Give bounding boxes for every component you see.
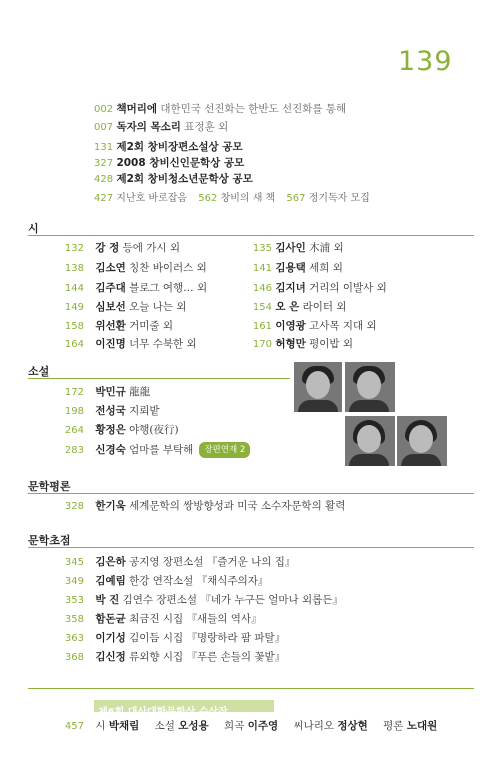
page-number: 353 <box>64 595 84 606</box>
toc-row[interactable] <box>58 261 207 276</box>
author-name: 김예림 <box>95 575 126 587</box>
work-title: 한강 연작소설 『채식주의자』 <box>129 575 269 587</box>
work-title: 지뢰밭 <box>129 405 160 417</box>
work-title: 류외향 시집 『푸른 손들의 꽃밭』 <box>129 651 286 663</box>
serial-badge: 장편연재 2 <box>199 442 250 458</box>
page-number: 138 <box>64 263 84 274</box>
section-header-fiction: 소설 <box>28 365 50 378</box>
author-photo <box>397 416 447 466</box>
front-item[interactable] <box>94 172 253 187</box>
author-photo <box>294 362 342 412</box>
author-name: 위선환 <box>95 320 126 332</box>
toc-row[interactable] <box>246 300 347 315</box>
author-name: 허형만 <box>275 338 306 350</box>
page-number: 007 <box>94 122 114 133</box>
front-item[interactable] <box>94 102 346 117</box>
author-name: 김용택 <box>275 262 306 274</box>
work-title: 칭찬 바이러스 외 <box>129 262 207 274</box>
toc-row[interactable] <box>58 404 160 419</box>
work-title: 거미줄 외 <box>129 320 174 332</box>
work-title: 공지영 장편소설 『즐거운 나의 집』 <box>129 556 296 568</box>
section-name: 책머리에 <box>116 103 158 115</box>
work-title: 엄마를 부탁해 <box>129 444 194 456</box>
toc-row[interactable] <box>58 555 295 570</box>
section-divider <box>28 688 474 689</box>
section-name: 독자의 목소리 <box>116 121 181 133</box>
author-name: 한기욱 <box>95 500 126 512</box>
author-name: 오 은 <box>275 301 300 313</box>
section-header-poetry: 시 <box>28 222 39 235</box>
page-number: 141 <box>252 263 272 274</box>
author-name: 김신정 <box>95 651 126 663</box>
toc-row[interactable] <box>246 337 353 352</box>
section-divider <box>28 235 474 236</box>
page-number: 427 <box>94 193 114 204</box>
page-number: 161 <box>252 321 272 332</box>
author-name: 이기성 <box>95 632 126 644</box>
work-title: 너무 수북한 외 <box>129 338 197 350</box>
issue-number: 139 <box>398 46 453 77</box>
author-name: 이진명 <box>95 338 126 350</box>
item-title[interactable]: 창비의 새 책 <box>220 193 276 204</box>
work-title: 龍龍 <box>129 386 151 398</box>
item-title: 표정훈 외 <box>184 121 229 133</box>
toc-row[interactable] <box>58 241 180 256</box>
page-number: 345 <box>64 557 84 568</box>
section-name: 2008 창비신인문학상 공모 <box>116 157 245 169</box>
page-number: 131 <box>94 142 114 153</box>
page-number: 170 <box>252 339 272 350</box>
page-number: 428 <box>94 174 114 185</box>
winner-name: 오성용 <box>178 720 209 732</box>
author-name: 황정은 <box>95 424 126 436</box>
author-name: 전성국 <box>95 405 126 417</box>
genre-label: 평론 <box>383 720 404 732</box>
page-number: 328 <box>64 501 84 512</box>
page-number: 349 <box>64 576 84 587</box>
author-name: 심보선 <box>95 301 126 313</box>
work-title: 세희 외 <box>309 262 343 274</box>
work-title: 평이밥 외 <box>309 338 354 350</box>
author-name: 이영광 <box>275 320 306 332</box>
toc-row[interactable] <box>58 319 173 334</box>
toc-row[interactable] <box>58 612 262 627</box>
work-title: 라이터 외 <box>302 301 347 313</box>
author-name: 김지녀 <box>275 282 306 294</box>
author-name: 박민규 <box>95 386 126 398</box>
page-number: 562 <box>198 193 218 204</box>
author-name: 박 진 <box>95 594 120 606</box>
work-title: 등에 가시 외 <box>122 242 181 254</box>
page-number: 327 <box>94 158 114 169</box>
page-number: 135 <box>252 243 272 254</box>
genre-label: 시 <box>95 720 106 732</box>
award-row[interactable] <box>58 719 437 734</box>
page-number: 146 <box>252 283 272 294</box>
winner-name: 박채림 <box>108 720 140 732</box>
author-name: 김은하 <box>95 556 126 568</box>
award-banner <box>94 700 274 718</box>
item-title: 대한민국 선진화는 한반도 선진화를 통해 <box>160 103 347 115</box>
author-name: 강 정 <box>95 242 120 254</box>
author-name: 신경숙 <box>95 444 126 456</box>
winner-name: 이주영 <box>247 720 279 732</box>
page-number: 149 <box>64 302 84 313</box>
section-divider <box>28 378 290 379</box>
work-title: 김연수 장편소설 『네가 누구든 얼마나 외롭든』 <box>122 594 343 606</box>
toc-row[interactable] <box>58 593 343 608</box>
section-header-focus: 문학초점 <box>28 534 71 547</box>
work-title: 블로그 여행… 외 <box>129 282 208 294</box>
toc-row[interactable] <box>58 631 285 646</box>
toc-row[interactable] <box>58 281 207 296</box>
toc-row[interactable] <box>58 442 250 458</box>
page-number: 172 <box>64 387 84 398</box>
toc-row[interactable] <box>246 241 344 256</box>
genre-label: 씨나리오 <box>293 720 335 732</box>
item-title[interactable]: 정기독자 모집 <box>308 193 370 204</box>
section-header-review: 문학평론 <box>28 480 71 493</box>
award-banner-text: 제6회 대산대학문학상 수상작 <box>98 707 228 718</box>
author-name: 김주대 <box>95 282 126 294</box>
work-title: 야행(夜行) <box>129 424 179 436</box>
toc-row[interactable] <box>246 261 343 276</box>
section-divider <box>28 493 474 494</box>
page-number: 158 <box>64 321 84 332</box>
genre-label: 소설 <box>154 720 175 732</box>
page-number: 457 <box>64 721 84 732</box>
author-name: 김소연 <box>95 262 126 274</box>
front-misc-row <box>94 192 370 206</box>
work-title: 김이듬 시집 『명랑하라 팜 파탈』 <box>129 632 286 644</box>
front-item[interactable] <box>94 156 244 171</box>
page-number: 264 <box>64 425 84 436</box>
page-number: 198 <box>64 406 84 417</box>
front-item[interactable] <box>94 120 228 135</box>
work-title: 세계문학의 쌍방향성과 미국 소수자문학의 활력 <box>129 500 346 512</box>
page-number: 567 <box>286 193 306 204</box>
item-title[interactable]: 지난호 바로잡음 <box>116 193 188 204</box>
page-number: 368 <box>64 652 84 663</box>
toc-row[interactable] <box>58 650 285 665</box>
work-title: 최금진 시집 『새들의 역사』 <box>129 613 262 625</box>
author-photo <box>345 416 395 466</box>
work-title: 오늘 나는 외 <box>129 301 187 313</box>
author-photo <box>345 362 395 412</box>
winner-name: 노대원 <box>406 720 438 732</box>
page-number: 144 <box>64 283 84 294</box>
page-number: 283 <box>64 445 84 456</box>
section-name: 제2회 창비청소년문학상 공모 <box>116 173 253 185</box>
toc-row[interactable] <box>58 385 150 400</box>
page-number: 002 <box>94 104 114 115</box>
front-item[interactable] <box>94 140 243 155</box>
toc-row[interactable] <box>58 499 345 514</box>
winner-name: 정상현 <box>337 720 368 732</box>
toc-row[interactable] <box>58 574 268 589</box>
page-number: 164 <box>64 339 84 350</box>
toc-row[interactable] <box>58 337 197 352</box>
author-name: 함돈균 <box>95 613 126 625</box>
toc-row[interactable] <box>58 300 187 315</box>
toc-row[interactable] <box>246 281 387 296</box>
section-name: 제2회 창비장편소설상 공모 <box>116 141 243 153</box>
page-number: 363 <box>64 633 84 644</box>
toc-row[interactable] <box>58 423 179 438</box>
work-title: 고사목 지대 외 <box>309 320 377 332</box>
genre-label: 희곡 <box>224 720 245 732</box>
section-divider <box>28 547 474 548</box>
page-number: 154 <box>252 302 272 313</box>
toc-row[interactable] <box>246 319 377 334</box>
work-title: 木浦 외 <box>309 242 344 254</box>
page-number: 132 <box>64 243 84 254</box>
work-title: 거리의 이발사 외 <box>309 282 387 294</box>
page-number: 358 <box>64 614 84 625</box>
author-name: 김사인 <box>275 242 306 254</box>
